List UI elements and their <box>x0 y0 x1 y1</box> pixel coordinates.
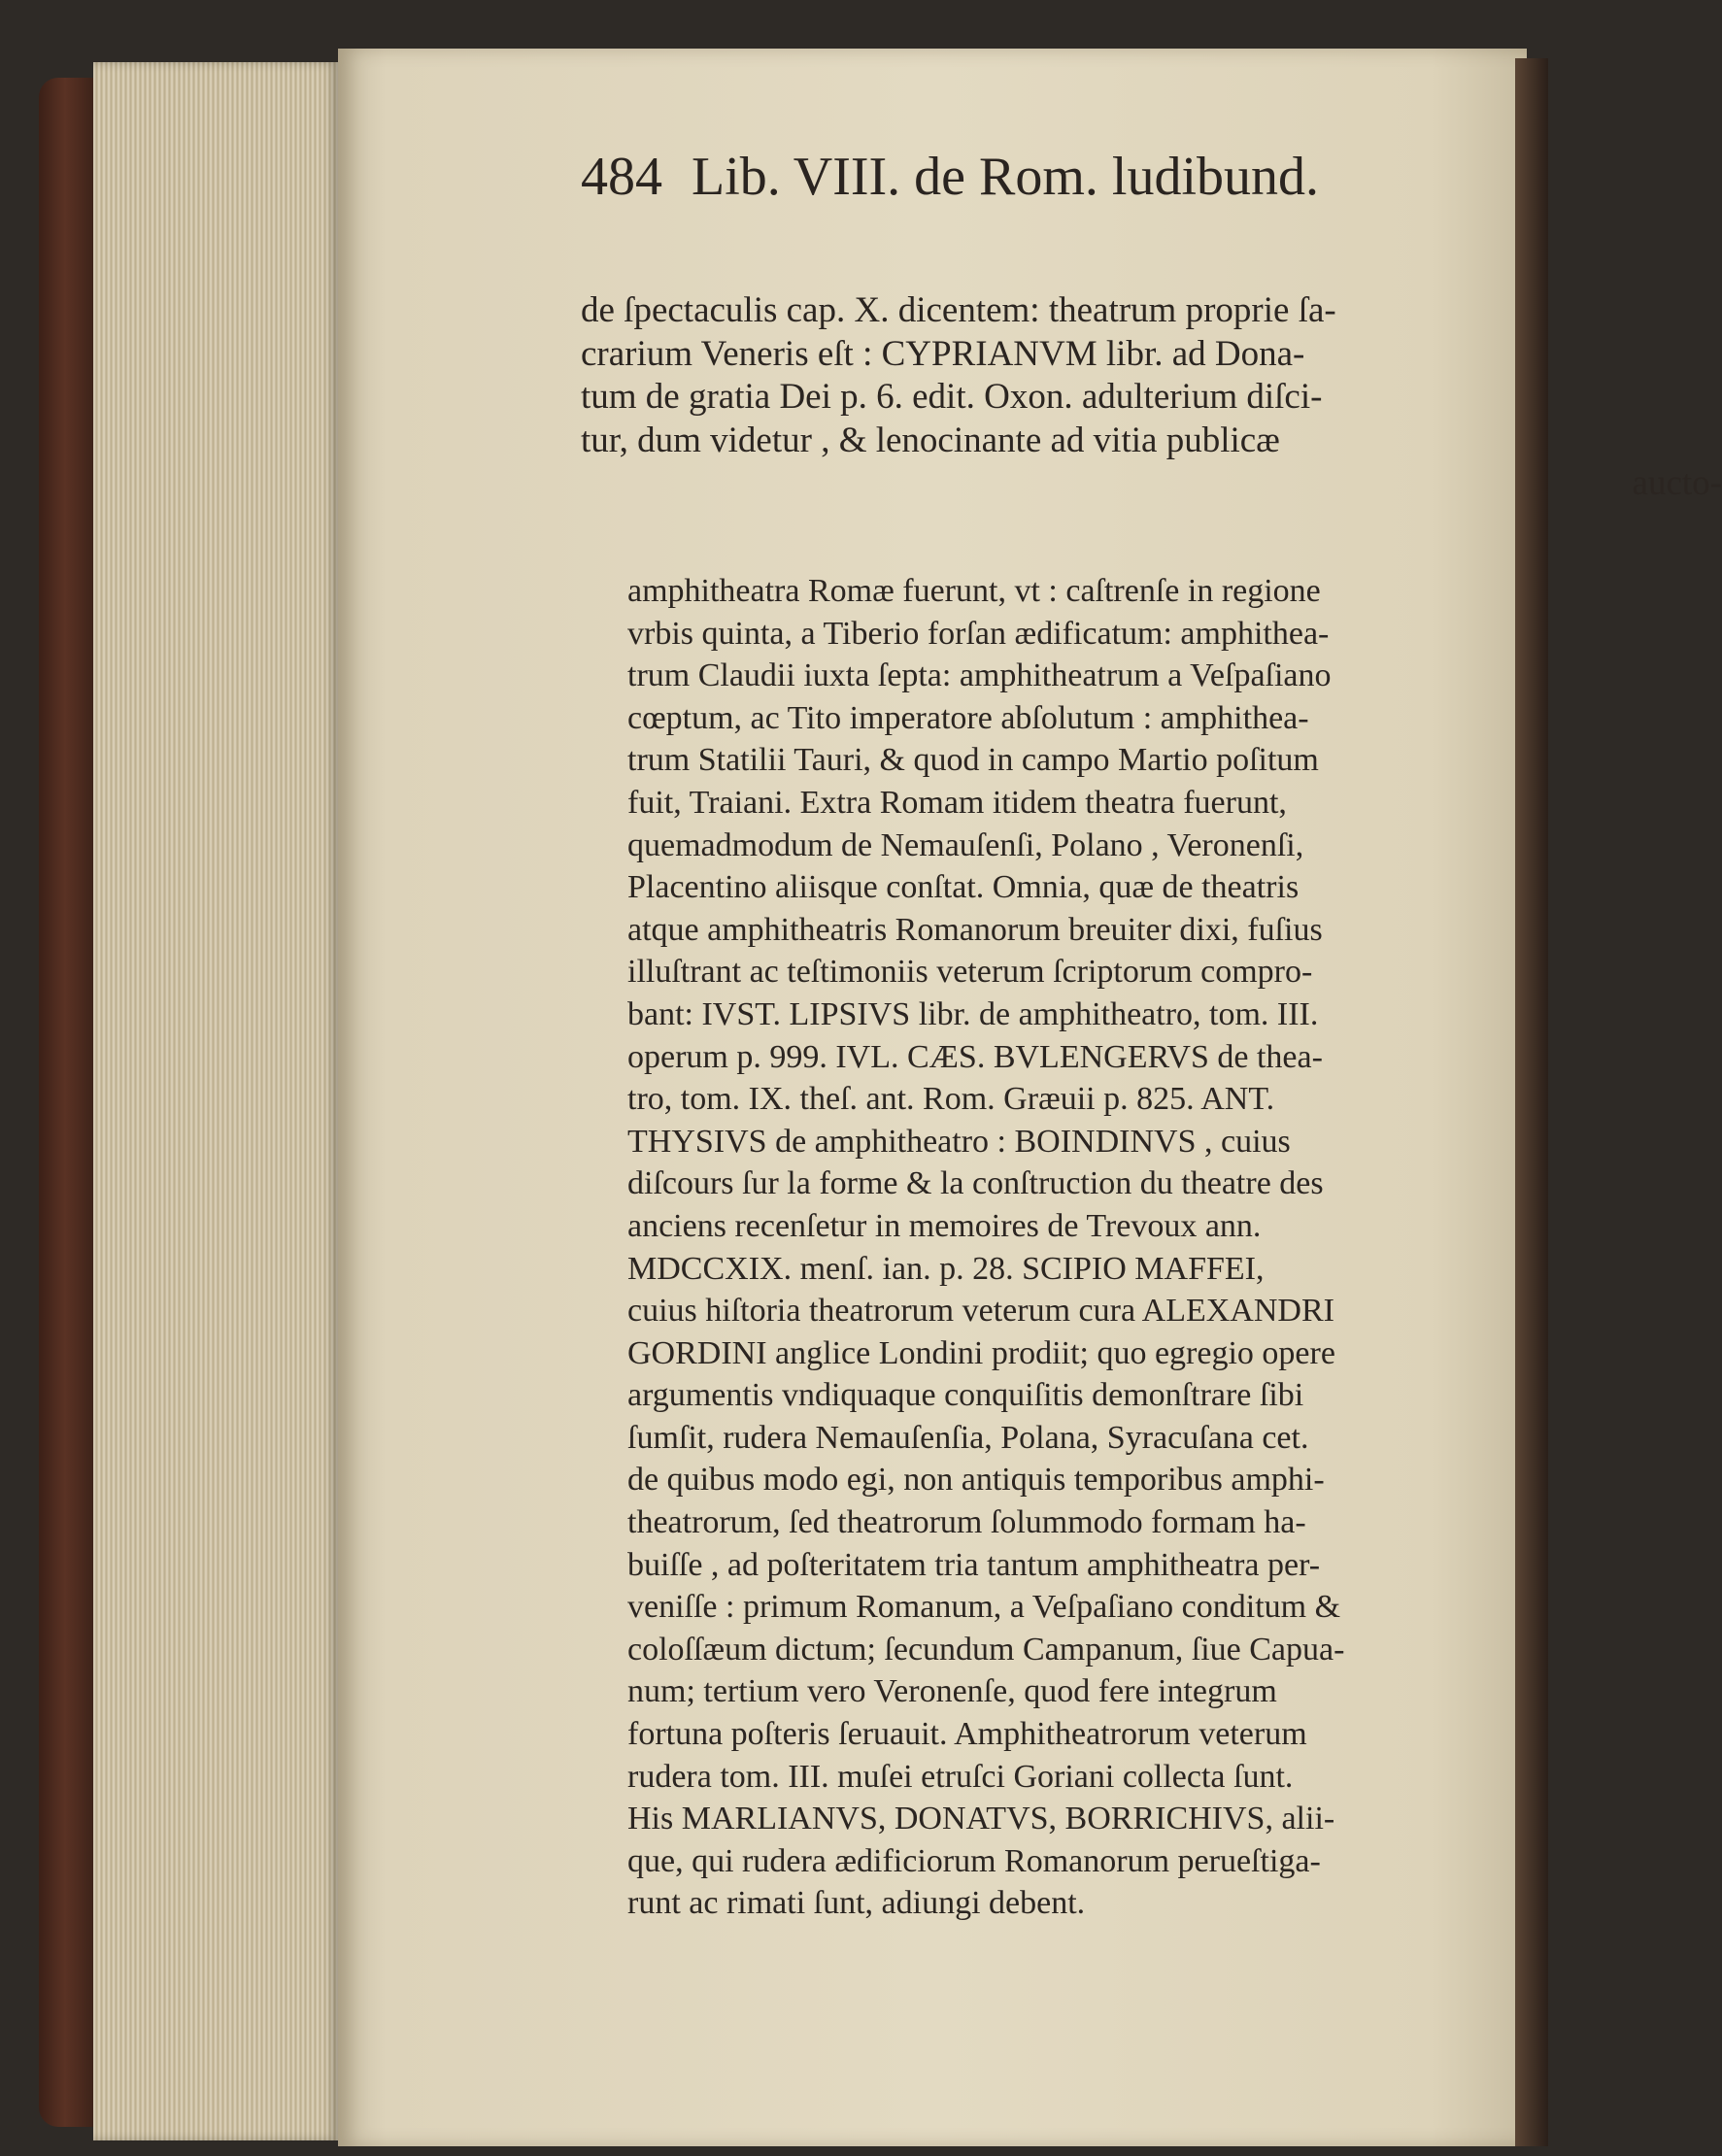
text-line <box>627 994 1720 1036</box>
text-line-content: amphitheatra Romæ fuerunt, vt : caſtrenſe in regione <box>627 573 1321 609</box>
text-line <box>627 1290 1720 1332</box>
text-line <box>627 1501 1720 1544</box>
catchword: aucto- <box>1632 463 1722 503</box>
text-line <box>627 1459 1720 1501</box>
text-line <box>627 1162 1720 1205</box>
text-line <box>581 333 1722 377</box>
page-edges <box>93 62 338 2140</box>
text-line-content: GORDINI anglice Londini prodiit; quo egregio opere <box>627 1334 1335 1371</box>
text-line <box>627 1036 1720 1079</box>
text-line <box>627 613 1720 656</box>
book-binding-edge <box>1515 58 1548 2146</box>
text-line-content: tro, tom. IX. theſ. ant. Rom. Græuii p. 825. ANT. <box>627 1081 1275 1118</box>
text-line-content: THYSIVS de amphitheatro : BOINDINVS , cuius <box>627 1123 1291 1160</box>
text-line-content: trum Claudii iuxta ſepta: amphitheatrum a Veſpaſiano <box>627 657 1332 694</box>
text-line <box>627 1332 1720 1375</box>
text-line <box>627 951 1720 994</box>
text-line <box>627 782 1720 825</box>
text-line-content: anciens recenſetur in memoires de Trevoux ann. <box>627 1207 1262 1244</box>
text-line-content: quemadmodum de Nemauſenſi, Polano , Veronenſi, <box>627 826 1304 863</box>
text-line-content: buiſſe , ad poſteritatem tria tantum amphitheatra per- <box>627 1546 1321 1583</box>
text-line <box>627 1205 1720 1248</box>
running-title: Lib. VIII. de Rom. ludibund. <box>692 147 1320 207</box>
text-line-content: runt ac rimati ſunt, adiungi debent. <box>627 1885 1086 1922</box>
text-line-content: crarium Veneris eſt : CYPRIANVM libr. ad Dona- <box>581 333 1305 374</box>
text-line-content: operum p. 999. IVL. CÆS. BVLENGERVS de thea- <box>627 1038 1323 1075</box>
running-header <box>581 146 1552 208</box>
text-line <box>627 1374 1720 1417</box>
text-line-content: fortuna poſteris ſeruauit. Amphitheatrorum veterum <box>627 1716 1307 1753</box>
text-line <box>627 1629 1720 1671</box>
text-line-content: tum de gratia Dei p. 6. edit. Oxon. adulterium diſci- <box>581 377 1323 417</box>
text-line <box>627 825 1720 867</box>
text-line <box>627 1078 1720 1121</box>
text-line-content: de quibus modo egi, non antiquis temporibus amphi- <box>627 1462 1325 1499</box>
text-line <box>627 1798 1720 1840</box>
text-line <box>581 289 1722 333</box>
text-line-content: MDCCXIX. menſ. ian. p. 28. SCIPIO MAFFEI, <box>627 1250 1265 1287</box>
page-number: 484 <box>581 147 662 207</box>
book-cover-edge <box>39 78 97 2127</box>
book-page <box>338 49 1722 2146</box>
continued-paragraph <box>581 289 1722 506</box>
text-line <box>627 909 1720 952</box>
text-line <box>627 1713 1720 1756</box>
text-line <box>627 570 1720 613</box>
text-line <box>627 1417 1720 1460</box>
text-line-content: Placentino aliisque conſtat. Omnia, quæ de theatris <box>627 869 1300 906</box>
text-line-content: His MARLIANVS, DONATVS, BORRICHIVS, alii- <box>627 1801 1335 1837</box>
text-line-content: ſumſit, rudera Nemauſenſia, Polana, Syracuſana cet. <box>627 1419 1309 1456</box>
text-line-content: veniſſe : primum Romanum, a Veſpaſiano conditum & <box>627 1589 1341 1626</box>
text-line-content: cuius hiſtoria theatrorum veterum cura ALEXANDRI <box>627 1293 1334 1330</box>
text-line-content: tur, dum videtur , & lenocinante ad vitia publicæ <box>581 420 1280 460</box>
text-line-content: que, qui rudera ædificiorum Romanorum perueſtiga- <box>627 1842 1321 1879</box>
text-line <box>627 1882 1720 1925</box>
text-line <box>627 1586 1720 1629</box>
text-line-content: num; tertium vero Veronenſe, quod fere integrum <box>627 1673 1277 1710</box>
text-line <box>581 420 1722 463</box>
text-line <box>627 739 1720 782</box>
text-line <box>581 376 1722 420</box>
text-line <box>627 1248 1720 1291</box>
text-line-content: atque amphitheatris Romanorum breuiter dixi, fuſius <box>627 911 1323 948</box>
text-line-content: diſcours ſur la forme & la conſtruction du theatre des <box>627 1165 1324 1202</box>
text-line <box>627 1670 1720 1713</box>
text-line <box>627 1121 1720 1163</box>
text-line-content: theatrorum, ſed theatrorum ſolummodo formam ha- <box>627 1504 1306 1541</box>
text-line-content: argumentis vndiquaque conquiſitis demonſtrare ſibi <box>627 1377 1304 1414</box>
catchword-line <box>581 462 1722 506</box>
text-line-content: trum Statilii Tauri, & quod in campo Martio poſitum <box>627 742 1319 779</box>
main-paragraph <box>627 570 1720 1925</box>
text-line-content: coloſſæum dictum; ſecundum Campanum, ſiue Capua- <box>627 1631 1345 1668</box>
text-line-content: illuſtrant ac teſtimoniis veterum ſcriptorum compro- <box>627 954 1313 991</box>
text-line <box>627 1756 1720 1799</box>
text-line <box>627 1544 1720 1587</box>
text-line <box>627 697 1720 740</box>
text-line-content: bant: IVST. LIPSIVS libr. de amphitheatro, tom. III. <box>627 995 1319 1032</box>
text-line-content: cœptum, ac Tito imperatore abſolutum : amphithea- <box>627 699 1309 736</box>
text-line <box>627 866 1720 909</box>
text-line <box>627 655 1720 697</box>
text-line-content: fuit, Traiani. Extra Romam itidem theatra fuerunt, <box>627 784 1287 821</box>
text-line-content: rudera tom. III. muſei etruſci Goriani collecta ſunt. <box>627 1758 1294 1795</box>
text-line-content: vrbis quinta, a Tiberio forſan ædificatum: amphithea- <box>627 615 1330 652</box>
text-line-content: de ſpectaculis cap. X. dicentem: theatrum proprie ſa- <box>581 290 1336 330</box>
text-line <box>627 1840 1720 1883</box>
